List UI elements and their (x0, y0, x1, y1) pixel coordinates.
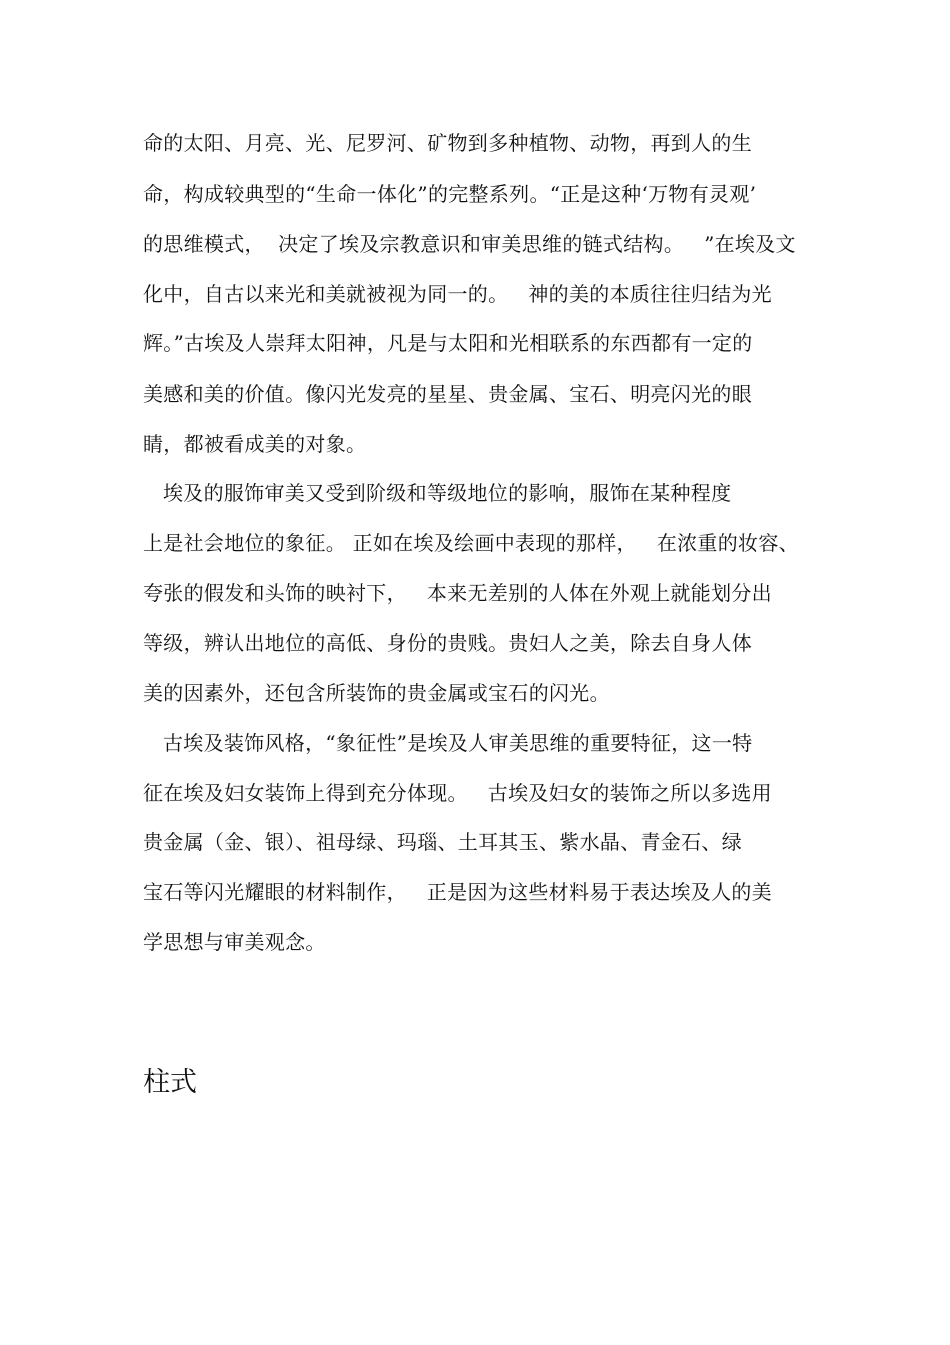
text-line: 宝石等闪光耀眼的材料制作， 正是因为这些材料易于表达埃及人的美 (143, 880, 772, 904)
text-line: 辉。”古埃及人崇拜太阳神，凡是与太阳和光相联系的东西都有一定的 (143, 331, 753, 355)
text-line: 学思想与审美观念。 (143, 930, 326, 954)
text-line: 贵金属（金、银）、祖母绿、玛瑙、土耳其玉、紫水晶、青金石、绿 (143, 830, 742, 854)
text-line: 征在埃及妇女装饰上得到充分体现。 古埃及妇女的装饰之所以多选用 (143, 781, 772, 805)
text-line: 上是社会地位的象征。 正如在埃及绘画中表现的那样， 在浓重的妆容、 (143, 531, 799, 555)
text-line: 睛，都被看成美的对象。 (143, 432, 367, 456)
section-heading: 柱式 (143, 1067, 197, 1098)
text-line: 的思维模式， 决定了埃及宗教意识和审美思维的链式结构。 ”在埃及文 (143, 232, 796, 256)
text-line: 古埃及装饰风格，“象征性”是埃及人审美思维的重要特征，这一特 (143, 731, 753, 755)
text-line: 夸张的假发和头饰的映衬下， 本来无差别的人体在外观上就能划分出 (143, 581, 772, 605)
text-line: 等级，辨认出地位的高低、身份的贵贱。贵妇人之美，除去自身人体 (143, 631, 752, 655)
text-line: 命，构成较典型的“生命一体化”的完整系列。“正是这种‘万物有灵观’ (143, 182, 757, 206)
text-line: 美感和美的价值。像闪光发亮的星星、贵金属、宝石、明亮闪光的眼 (143, 382, 752, 406)
text-line: 命的太阳、月亮、光、尼罗河、矿物到多种植物、动物，再到人的生 (143, 131, 752, 155)
text-line: 化中，自古以来光和美就被视为同一的。 神的美的本质往往归结为光 (143, 282, 772, 306)
text-line: 美的因素外，还包含所装饰的贵金属或宝石的闪光。 (143, 681, 610, 705)
text-line: 埃及的服饰审美又受到阶级和等级地位的影响，服饰在某种程度 (143, 481, 732, 505)
